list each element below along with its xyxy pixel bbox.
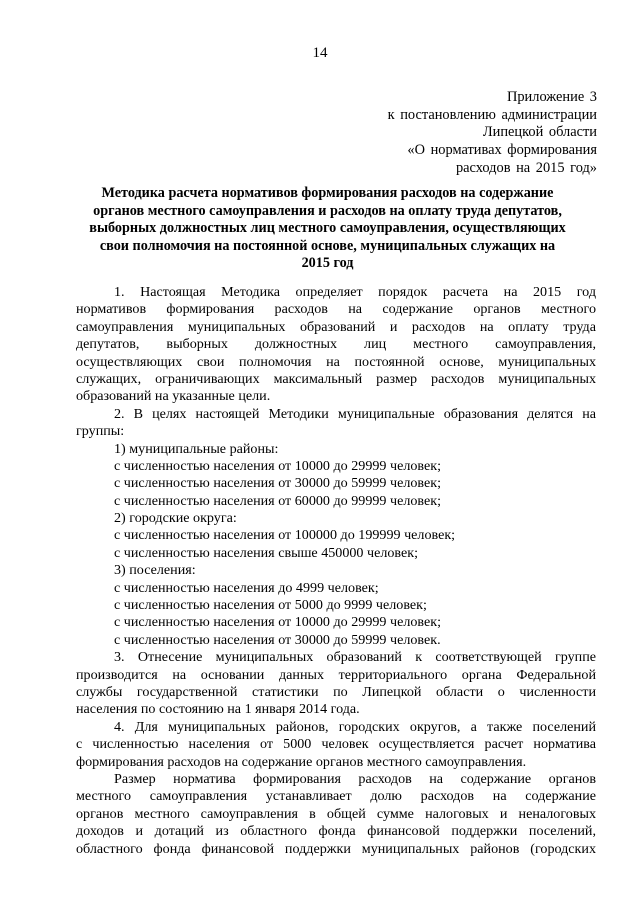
body-line: производится на основании данных территориального органа Федеральной	[76, 666, 596, 683]
title-line: органов местного самоуправления и расходов на оплату труда депутатов,	[93, 202, 562, 219]
body-line: с численностью населения до 4999 человек;	[114, 579, 379, 596]
title-line: Методика расчета нормативов формирования расходов на содержание	[101, 185, 554, 201]
body-line: формирования расходов на содержание органов местного самоуправления.	[76, 753, 527, 770]
body-line: 4. Для муниципальных районов, городских округов, а также поселений	[114, 718, 596, 735]
body-line: с численностью населения от 30000 до 59999 человек;	[114, 475, 442, 492]
body-line: образований на указанные цели.	[76, 388, 271, 405]
body-line: осуществляющих свои полномочия на постоянной основе, муниципальных	[76, 353, 596, 370]
body-line: самоуправления муниципальных образований и расходов на оплату труда	[76, 318, 596, 335]
appendix-block	[388, 89, 597, 178]
body-text	[76, 284, 596, 858]
body-line: с численностью населения от 10000 до 29999 человек;	[114, 457, 442, 474]
body-line: службы государственной статистики по Липецкой области о численности	[76, 683, 596, 700]
body-line: населения по состоянию на 1 января 2014 года.	[76, 701, 360, 718]
body-line: 1) муниципальные районы:	[114, 440, 279, 457]
body-line: органов местного самоуправления в общей сумме налоговых и неналоговых	[76, 805, 596, 822]
body-line: с численностью населения от 100000 до 199999 человек;	[114, 527, 456, 544]
body-line: служащих, ограничивающих максимальный размер расходов муниципальных	[76, 370, 596, 387]
body-line: 3) поселения:	[114, 562, 196, 579]
appendix-line: «О нормативах формирования	[407, 142, 597, 159]
title-line: 2015 год	[301, 255, 354, 272]
appendix-line: расходов на 2015 год»	[455, 159, 597, 176]
appendix-line: к постановлению администрации	[387, 106, 597, 123]
appendix-line: Приложение 3	[506, 89, 597, 105]
document-title	[76, 185, 579, 273]
title-line: свои полномочия на постоянной основе, муниципальных служащих на	[99, 237, 556, 254]
body-line: Размер норматива формирования расходов на содержание органов	[114, 770, 596, 787]
body-line: 1. Настоящая Методика определяет порядок расчета на 2015 год	[114, 284, 596, 300]
body-line: нормативов формирования расходов на содержание органов местного	[76, 301, 596, 318]
body-line: с численностью населения от 30000 до 59999 человек.	[114, 631, 441, 648]
body-line: с численностью населения от 10000 до 29999 человек;	[114, 614, 442, 631]
body-line: с численностью населения свыше 450000 человек;	[114, 544, 419, 561]
body-line: местного самоуправления устанавливает долю расходов на содержание	[76, 788, 596, 805]
title-line: выборных должностных лиц местного самоуправления, осуществляющих	[89, 220, 566, 237]
body-line: доходов и дотаций из областного фонда финансовой поддержки поселений,	[76, 823, 596, 840]
body-line: 2) городские округа:	[114, 510, 237, 527]
appendix-line: Липецкой области	[482, 124, 597, 141]
body-line: с численностью населения от 60000 до 99999 человек;	[114, 492, 442, 509]
body-line: группы:	[76, 423, 125, 440]
body-line: областного фонда финансовой поддержки муниципальных районов (городских	[76, 840, 596, 857]
body-line: с численностью населения от 5000 человек осуществляется расчет норматива	[76, 736, 596, 753]
page-number: 14	[312, 45, 328, 61]
body-line: 2. В целях настоящей Методики муниципальные образования делятся на	[114, 405, 596, 422]
body-line: 3. Отнесение муниципальных образований к соответствующей группе	[114, 649, 596, 666]
body-line: с численностью населения от 5000 до 9999 человек;	[114, 597, 427, 614]
body-line: депутатов, выборных должностных лиц местного самоуправления,	[76, 336, 596, 353]
